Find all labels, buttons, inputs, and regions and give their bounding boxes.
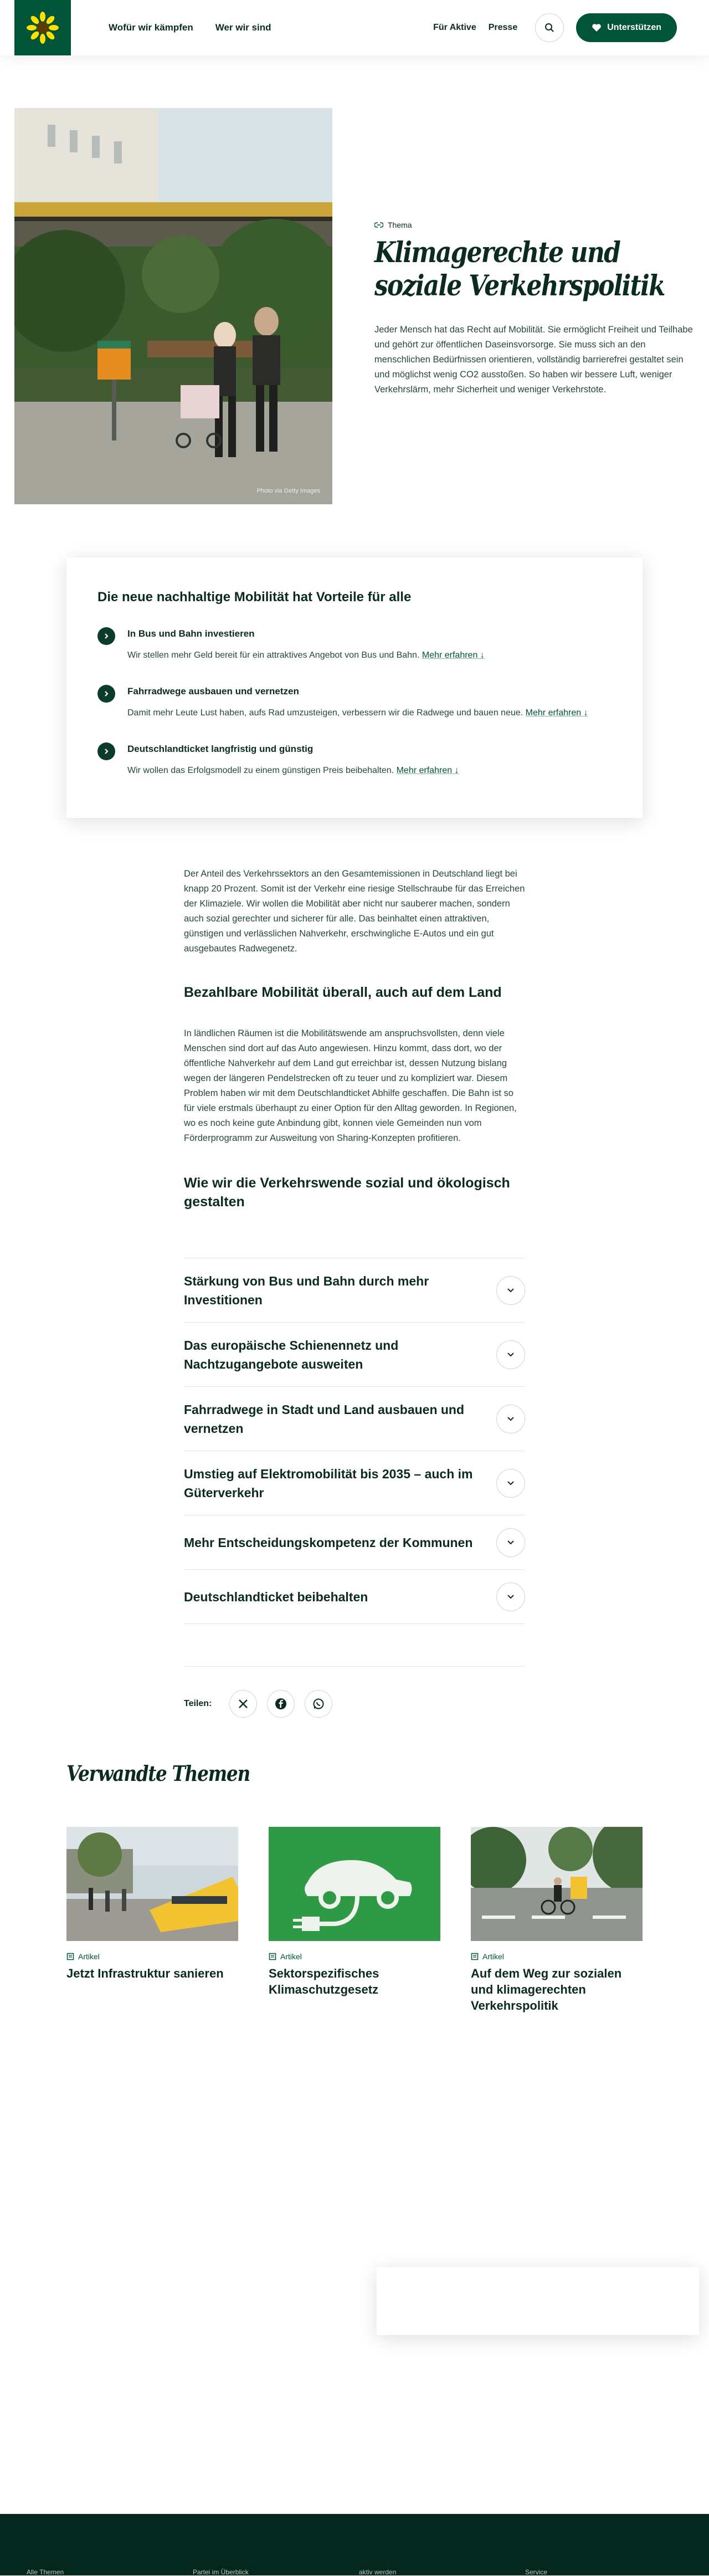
- related-type: Artikel: [78, 1952, 100, 1961]
- search-button[interactable]: [535, 13, 564, 42]
- site-header: [0, 0, 709, 55]
- nav-item-wer-wir-sind[interactable]: Wer wir sind: [215, 22, 271, 33]
- related-card[interactable]: [66, 1827, 238, 1981]
- document-icon: [471, 1953, 479, 1960]
- share-x-button[interactable]: [229, 1690, 257, 1718]
- accordion-title: Mehr Entscheidungskompetenz der Kommunen: [184, 1535, 473, 1550]
- accordion-title: Fahrradwege in Stadt und Land ausbauen und vernetzen: [184, 1402, 465, 1436]
- accordion-item[interactable]: [184, 1258, 525, 1323]
- accordion: [184, 1258, 525, 1624]
- related-card[interactable]: [471, 1827, 643, 2014]
- share-label: Teilen:: [184, 1699, 212, 1708]
- accordion-item[interactable]: [184, 1323, 525, 1387]
- article-paragraph: In ländlichen Räumen ist die Mobilitätswende am anspruchsvollsten, denn viele Menschen sind dort auf das Auto angewiesen. Hinzu kommt, dass dort, wo der öffentliche Nahverkehr auf dem Land gut erreichbar ist, dessen Nutzung bislang wegen der längeren Pendelstrecken oft zu teuer und zu kompliziert war. Diesem Problem haben wir mit dem Deutschlandticket Abhilfe geschaffen. Die Bahn ist so für viele erstmals überhaupt zu einer Option für den Alltag geworden. In Regionen, wo es noch keine gute Anbindung gibt, konnen viele Gemeinden nun vom Förderprogramm zur Ausweitung von Sharing-Konzepten profitieren.: [184, 1028, 517, 1143]
- share-bar: [184, 1666, 525, 1718]
- related-title: Verwandte Themen: [66, 1761, 250, 1786]
- chevron-down-icon: [507, 1416, 515, 1422]
- logo-link[interactable]: [14, 0, 71, 55]
- more-link[interactable]: Mehr erfahren ↓: [525, 708, 588, 718]
- nav-item-presse[interactable]: Presse: [488, 23, 518, 32]
- benefits-card: [66, 557, 643, 818]
- chevron-down-icon: [507, 1481, 515, 1486]
- accordion-item[interactable]: [184, 1451, 525, 1515]
- benefit-text: Wir wollen das Erfolgsmodell zu einem günstigen Preis beibehalten. Mehr erfahren ↓: [127, 766, 459, 775]
- accordion-toggle[interactable]: [496, 1528, 525, 1557]
- footer-column-title[interactable]: Service: [525, 2568, 548, 2576]
- related-image: [269, 1827, 440, 1941]
- accordion-toggle[interactable]: [496, 1405, 525, 1433]
- hero-image: [14, 108, 332, 504]
- accordion-toggle[interactable]: [496, 1469, 525, 1498]
- more-link[interactable]: Mehr erfahren ↓: [422, 651, 485, 660]
- document-icon: [269, 1953, 276, 1960]
- more-link[interactable]: Mehr erfahren ↓: [396, 766, 459, 775]
- accordion-item[interactable]: [184, 1570, 525, 1624]
- site-footer: [0, 2514, 709, 2575]
- benefit-item: [97, 744, 612, 778]
- accordion-title: Deutschlandticket beibehalten: [184, 1589, 368, 1604]
- heart-icon: [592, 23, 602, 32]
- floating-panel: [377, 2267, 699, 2335]
- benefits-title: Die neue nachhaltige Mobilität hat Vorteile für alle: [97, 590, 412, 605]
- chevron-right-icon: [97, 685, 115, 703]
- main-nav: [109, 22, 271, 33]
- accordion-toggle[interactable]: [496, 1276, 525, 1305]
- footer-column-title[interactable]: Alle Themen: [27, 2568, 64, 2576]
- hero-text: [374, 221, 696, 397]
- share-whatsapp-button[interactable]: [305, 1690, 332, 1718]
- nav-item-fuer-aktive[interactable]: Für Aktive: [433, 23, 476, 32]
- accordion-title: Umstieg auf Elektromobilität bis 2035 – auch im Güterverkehr: [184, 1466, 473, 1500]
- benefit-title: Deutschlandticket langfristig und günstig: [127, 744, 314, 754]
- benefit-item: [97, 628, 612, 663]
- chevron-down-icon: [507, 1352, 515, 1358]
- page-title: Klimagerechte und soziale Verkehrspolitik: [374, 236, 665, 303]
- topic-label: Thema: [388, 221, 412, 229]
- utility-nav: [433, 13, 677, 42]
- x-icon: [238, 1699, 248, 1709]
- benefit-title: In Bus und Bahn investieren: [127, 628, 255, 639]
- benefit-title: Fahrradwege ausbauen und vernetzen: [127, 686, 299, 697]
- chevron-down-icon: [507, 1594, 515, 1600]
- facebook-icon: [275, 1698, 287, 1710]
- accordion-toggle[interactable]: [496, 1340, 525, 1369]
- article-heading: Wie wir die Verkehrswende sozial und ökologisch gestalten: [184, 1175, 510, 1210]
- search-icon: [544, 23, 554, 33]
- related-meta: [269, 1952, 440, 1961]
- benefit-text: Wir stellen mehr Geld bereit für ein attraktives Angebot von Bus und Bahn. Mehr erfahren ↓: [127, 651, 485, 660]
- related-heading: Auf dem Weg zur sozialen und klimagerechten Verkehrspolitik: [471, 1966, 622, 2012]
- accordion-item[interactable]: [184, 1387, 525, 1451]
- accordion-title: Das europäische Schienennetz und Nachtzugangebote ausweiten: [184, 1338, 399, 1371]
- topic-tag: [374, 221, 696, 229]
- related-card[interactable]: [269, 1827, 440, 1998]
- related-meta: [66, 1952, 238, 1961]
- hero-lead: Jeder Mensch hat das Recht auf Mobilität. Sie ermöglicht Freiheit und Teilhabe und gehört zur öffentlichen Daseinsvorsorge. Sie muss sich an den menschlichen Bedürfnissen orientieren, vollständig barrierefrei gestaltet sein und möglichst wenig CO2 ausstoßen. So haben wir bessere Luft, weniger Verkehrslärm, mehr Sicherheit und weniger Verkehrstote.: [374, 325, 693, 395]
- share-facebook-button[interactable]: [267, 1690, 295, 1718]
- sunflower-icon: [27, 12, 59, 44]
- chevron-down-icon: [507, 1540, 515, 1545]
- support-label: Unterstützen: [607, 23, 661, 32]
- accordion-title: Stärkung von Bus und Bahn durch mehr Investitionen: [184, 1273, 429, 1307]
- link-icon: [374, 222, 383, 228]
- related-type: Artikel: [280, 1952, 302, 1961]
- related-image: [471, 1827, 643, 1941]
- footer-column-title[interactable]: aktiv werden: [359, 2568, 397, 2576]
- photo-credit: Photo via Getty Images: [256, 488, 320, 494]
- article-body: [184, 867, 525, 1211]
- benefit-item: [97, 686, 612, 720]
- related-heading: Sektorspezifisches Klimaschutzgesetz: [269, 1966, 379, 1996]
- chevron-right-icon: [97, 627, 115, 645]
- chevron-right-icon: [97, 742, 115, 760]
- whatsapp-icon: [312, 1698, 325, 1710]
- benefit-text: Damit mehr Leute Lust haben, aufs Rad umzusteigen, verbessern wir die Radwege und bauen neue. Mehr erfahren ↓: [127, 708, 588, 718]
- related-meta: [471, 1952, 643, 1961]
- nav-item-wofuer[interactable]: Wofür wir kämpfen: [109, 22, 193, 33]
- accordion-item[interactable]: [184, 1515, 525, 1570]
- related-type: Artikel: [482, 1952, 504, 1961]
- footer-column-title[interactable]: Partei im Überblick: [193, 2568, 249, 2576]
- accordion-toggle[interactable]: [496, 1583, 525, 1611]
- article-heading: Bezahlbare Mobilität überall, auch auf dem Land: [184, 985, 502, 1000]
- article-paragraph: Der Anteil des Verkehrssektors an den Gesamtemissionen in Deutschland liegt bei knapp 20 Prozent. Somit ist der Verkehr eine riesige Stellschraube für das Erreichen der Klimaziele. Wir wollen die Mobilität aber nicht nur sauberer machen, sondern auch sozial gerechter und sicherer für alle. Das beinhaltet einen attraktiven, günstigen und verlässlichen Nahverkehr, erschwingliche E-Autos und ein gut ausgebautes Radwegenetz.: [184, 869, 525, 954]
- footer-columns: [27, 2568, 691, 2576]
- related-heading: Jetzt Infrastruktur sanieren: [66, 1966, 224, 1980]
- chevron-down-icon: [507, 1288, 515, 1293]
- support-button[interactable]: [576, 13, 677, 42]
- related-image: [66, 1827, 238, 1941]
- document-icon: [66, 1953, 74, 1960]
